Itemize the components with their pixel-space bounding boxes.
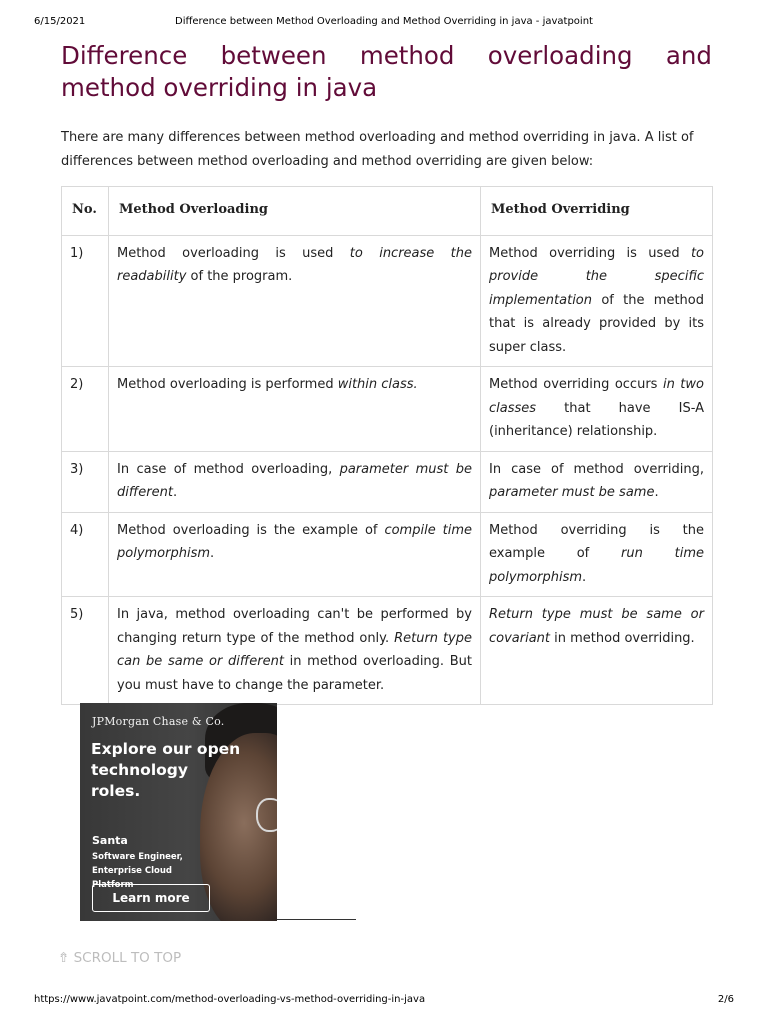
cell-emphasis: Return type can be same or different	[117, 630, 472, 669]
cell-emphasis: in two classes	[489, 377, 704, 416]
cell-text: .	[654, 485, 659, 500]
table-row	[62, 597, 713, 705]
cell-text: .	[582, 569, 587, 585]
print-page-number: 2/6	[717, 994, 734, 1005]
overloading-cell	[109, 597, 481, 705]
cell-text: Method overloading is used	[117, 245, 350, 261]
table-row	[62, 512, 713, 597]
cell-text: Method overriding occurs	[489, 377, 663, 392]
table-header-row	[62, 187, 713, 236]
article-content	[61, 40, 712, 705]
ad-learn-more-button[interactable]: Learn more	[92, 884, 210, 912]
cell-text: In java, method overloading can't be performed by changing return type of the method only.	[117, 607, 472, 646]
overloading-cell	[109, 235, 481, 367]
cell-text: in method overriding.	[550, 630, 695, 646]
advertisement-banner[interactable]	[80, 703, 277, 921]
row-number: 2)	[62, 367, 109, 452]
cell-emphasis: parameter must be different	[117, 461, 472, 500]
ad-person-name: Santa	[92, 834, 128, 847]
page-title: Difference between method overloading and method overriding in java	[61, 41, 712, 102]
print-header	[34, 16, 734, 30]
cell-text: In case of method overriding,	[489, 461, 704, 477]
overriding-cell	[481, 512, 713, 597]
scroll-to-top-link[interactable]: ⇮ SCROLL TO TOP	[58, 950, 182, 966]
print-page-title: Difference between Method Overloading and Method Overriding in java - javatpoint	[175, 16, 593, 27]
table-row	[62, 235, 713, 367]
row-number: 5)	[62, 597, 109, 705]
cell-text: In case of method overloading,	[117, 461, 340, 477]
print-footer	[34, 994, 734, 1008]
table-body	[62, 235, 713, 705]
row-number: 1)	[62, 235, 109, 367]
cell-emphasis: run time polymorphism	[489, 546, 704, 585]
cell-emphasis: to provide the specific implementation	[489, 245, 704, 308]
cell-text: Method overriding is used	[489, 245, 691, 261]
cell-text: of the program.	[186, 269, 293, 284]
comparison-table	[61, 186, 713, 705]
cell-emphasis: parameter must be same	[489, 485, 655, 500]
ad-underline-divider	[277, 919, 356, 920]
table-row	[62, 451, 713, 512]
row-number: 3)	[62, 451, 109, 512]
cell-text: Method overriding is the example of	[489, 522, 704, 561]
cell-text: .	[210, 546, 215, 561]
overloading-cell	[109, 451, 481, 512]
overloading-cell	[109, 512, 481, 597]
cell-emphasis: compile time polymorphism	[117, 522, 472, 561]
cell-emphasis: within class.	[337, 377, 418, 392]
ad-photo-glasses	[256, 798, 277, 832]
table-row	[62, 367, 713, 452]
cell-emphasis: to increase the readability	[117, 245, 472, 284]
cell-text: Method overloading is the example of	[117, 522, 385, 538]
row-number: 4)	[62, 512, 109, 597]
ad-headline: Explore our open technology roles.	[91, 740, 241, 800]
ad-brand-logo: JPMorgan Chase & Co.	[92, 715, 225, 728]
intro-paragraph: There are many differences between method overloading and method overriding in java. A list of differences between method overloading and method overriding are given below:	[61, 130, 694, 169]
overriding-cell	[481, 597, 713, 705]
cell-text: in method overloading. But you must have to change the parameter.	[117, 654, 472, 693]
header-no: No.	[62, 187, 109, 236]
overriding-cell	[481, 451, 713, 512]
cell-text: Method overloading is performed	[117, 377, 338, 392]
header-overloading: Method Overloading	[109, 187, 481, 236]
cell-text: that have IS-A (inheritance) relationship.	[489, 400, 704, 439]
overriding-cell	[481, 367, 713, 452]
overloading-cell	[109, 367, 481, 452]
print-date: 6/15/2021	[34, 16, 86, 27]
print-url: https://www.javatpoint.com/method-overloading-vs-method-overriding-in-java	[34, 994, 426, 1005]
ad-person-role: Software Engineer, Enterprise Cloud Platform	[92, 852, 183, 890]
overriding-cell	[481, 235, 713, 367]
cell-emphasis: Return type must be same or covariant	[489, 607, 704, 646]
cell-text: of the method that is already provided by its super class.	[489, 292, 704, 355]
cell-text: .	[172, 485, 178, 500]
header-overriding: Method Overriding	[481, 187, 713, 236]
